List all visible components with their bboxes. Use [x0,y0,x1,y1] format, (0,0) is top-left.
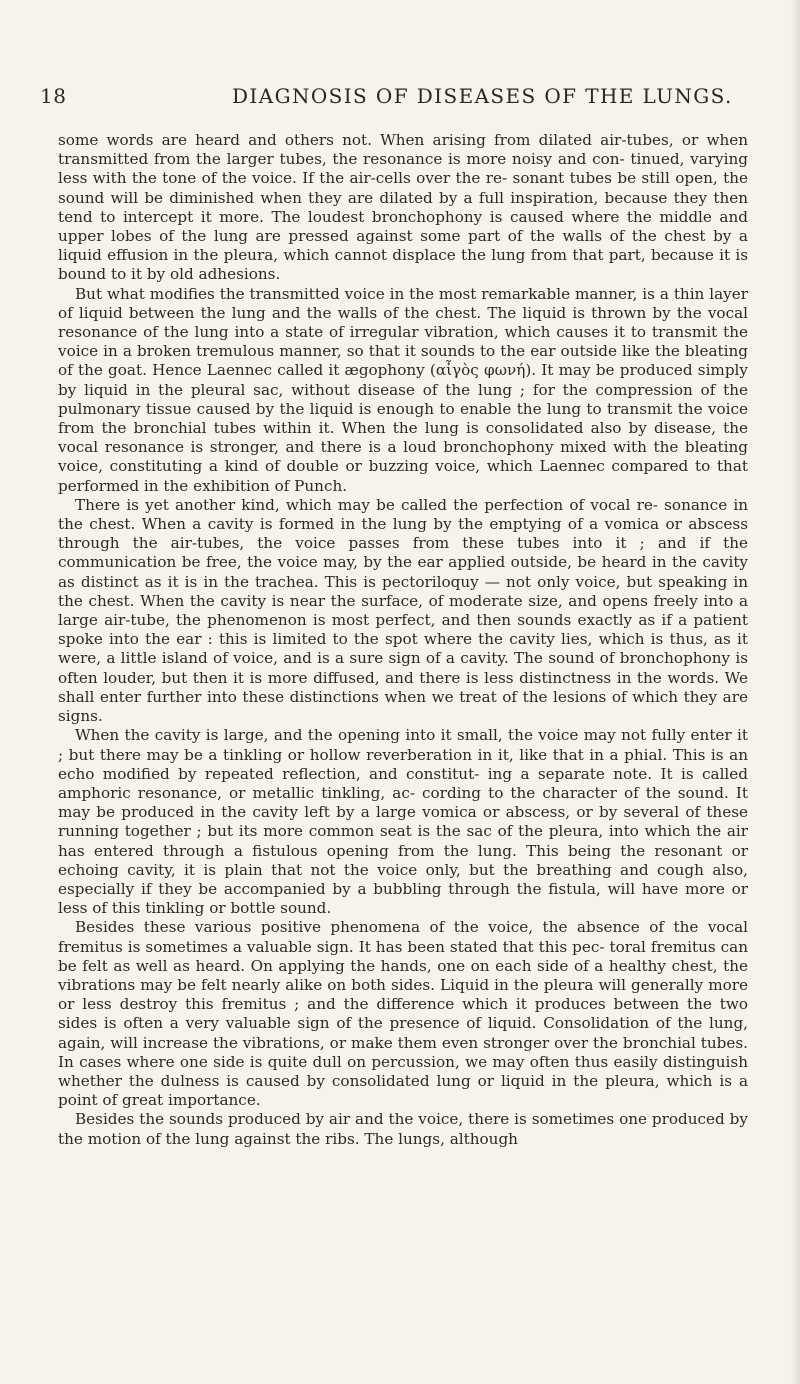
paragraph-2: But what modifies the transmitted voice in the most remarkable manner, is a thin layer of liquid between the lung and the walls of the chest. The liquid is thrown by the vocal resonance of the lung into a state of irregular vibration, which causes it to transmit the voice in a broken tremulous manner, so that it sounds to the ear outside like the bleating of the goat. Hence Laennec called it ægophony (αἶγὸς φωνή). It may be produced simply by liquid in the pleural sac, without disease of the lung ; for the compression of the pulmonary tissue caused by the liquid is enough to enable the lung to transmit the voice from the bronchial tubes within it. When the lung is consolidated also by disease, the vocal resonance is stronger, and there is a loud bronchophony mixed with the bleating voice, constituting a kind of double or buzzing voice, which Laennec compared to that performed in the exhibition of Punch. [58,284,748,495]
page-edge-shadow [791,0,800,1384]
paragraph-6: Besides the sounds produced by air and the voice, there is sometimes one produced by the motion of the lung against the ribs. The lungs, although [58,1110,748,1148]
page-header [40,84,752,114]
body-text [58,131,748,1149]
paragraph-5: Besides these various positive phenomena of the voice, the absence of the vocal fremitus is sometimes a valuable sign. It has been stated that this pec- toral fremitus can be felt as well as heard. On applying the hands, one on each side of a healthy chest, the vibrations may be felt nearly alike on both sides. Liquid in the pleura will generally more or less destroy this fremitus ; and the difference which it produces between the two sides is often a very valuable sign of the presence of liquid. Consolidation of the lung, again, will increase the vibrations, or make them even stronger over the bronchial tubes. In cases where one side is quite dull on percussion, we may often thus easily distinguish whether the dulness is caused by consolidated lung or liquid in the pleura, which is a point of great importance. [58,918,748,1110]
page-number: 18 [40,84,67,108]
paragraph-1: some words are heard and others not. When arising from dilated air-tubes, or when transmitted from the larger tubes, the resonance is more noisy and con- tinued, varying less with the tone of the voice. If the air-cells over the re- sonant tubes be still open, the sound will be diminished when they are dilated by a full inspiration, because they then tend to intercept it more. The loudest bronchophony is caused where the middle and upper lobes of the lung are pressed against some part of the walls of the chest by a liquid effusion in the pleura, which cannot displace the lung from that part, because it is bound to it by old adhesions. [58,131,748,284]
paragraph-3: There is yet another kind, which may be called the perfection of vocal re- sonance in the chest. When a cavity is formed in the lung by the emptying of a vomica or abscess through the air-tubes, the voice passes from these tubes into it ; and if the communication be free, the voice may, by the ear applied outside, be heard in the cavity as distinct as it is in the trachea. This is pectoriloquy — not only voice, but speaking in the chest. When the cavity is near the surface, of moderate size, and opens freely into a large air-tube, the phenomenon is most perfect, and then sounds exactly as if a patient spoke into the ear : this is limited to the spot where the cavity lies, which is thus, as it were, a little island of voice, and is a sure sign of a cavity. The sound of bronchophony is often louder, but then it is more diffused, and there is less distinctness in the words. We shall enter further into these distinctions when we treat of the lesions of which they are signs. [58,495,748,726]
running-title: DIAGNOSIS OF DISEASES OF THE LUNGS. [232,84,733,108]
paragraph-4: When the cavity is large, and the opening into it small, the voice may not fully enter it ; but there may be a tinkling or hollow reverberation in it, like that in a phial. This is an echo modified by repeated reflection, and constitut- ing a separate note. It is called amphoric resonance, or metallic tinkling, ac- cording to the character of the sound. It may be produced in the cavity left by a large vomica or abscess, or by several of these running together ; but its more common seat is the sac of the pleura, into which the air has entered through a fistulous opening from the lung. This being the resonant or echoing cavity, it is plain that not the voice only, but the breathing and cough also, especially if they be accompanied by a bubbling through the fistula, will have more or less of this tinkling or bottle sound. [58,726,748,918]
